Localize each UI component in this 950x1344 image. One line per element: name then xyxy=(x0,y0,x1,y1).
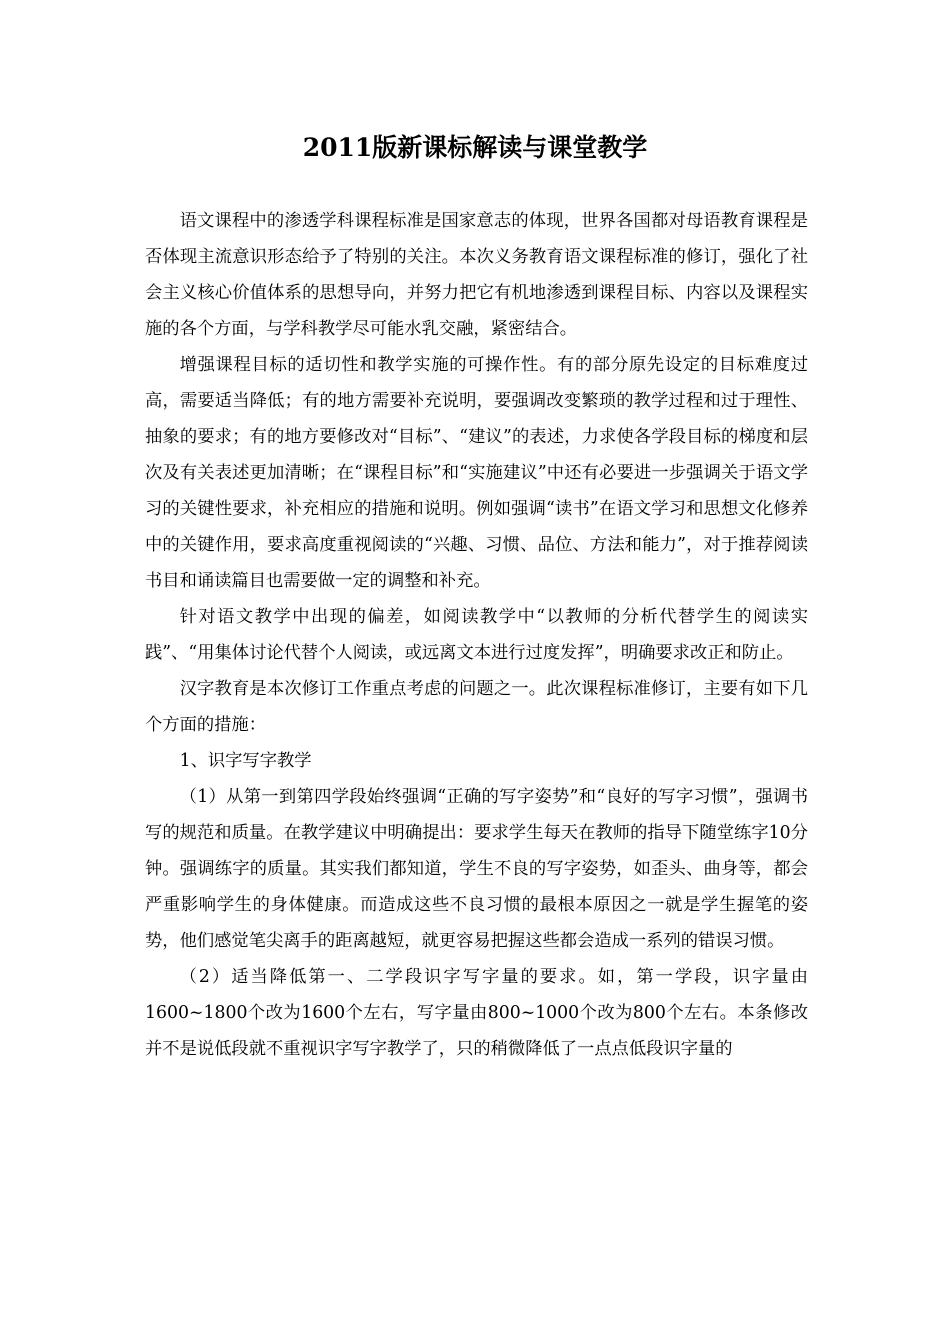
paragraph: （2）适当降低第一、二学段识字写字量的要求。如，第一学段，识字量由1600~1800个改为1600个左右，写字量由800~1000个改为800个左右。本条修改并不是说低段就不重视识字写字教学了，只的稍微降低了一点点低段识字量的 xyxy=(145,967,808,1059)
document-body xyxy=(145,203,808,1067)
document-title: 2011版新课标解读与课堂教学 xyxy=(302,133,648,162)
section-heading: 1、识字写字教学 xyxy=(179,751,312,771)
paragraph: 语文课程中的渗透学科课程标准是国家意志的体现，世界各国都对母语教育课程是否体现主流意识形态给予了特别的关注。本次义务教育语文课程标准的修订，强化了社会主义核心价值体系的思想导向，并努力把它有机地渗透到课程目标、内容以及课程实施的各个方面，与学科教学尽可能水乳交融，紧密结合。 xyxy=(145,211,808,339)
paragraph: 针对语文教学中出现的偏差，如阅读教学中“以教师的分析代替学生的阅读实践”、“用集体讨论代替个人阅读，或远离文本进行过度发挥”，明确要求改正和防止。 xyxy=(145,607,808,663)
paragraph: 增强课程目标的适切性和教学实施的可操作性。有的部分原先设定的目标难度过高，需要适当降低；有的地方需要补充说明，要强调改变繁琐的教学过程和过于理性、抽象的要求；有的地方要修改对“目标”、“建议”的表述，力求使各学段目标的梯度和层次及有关表述更加清晰；在“课程目标”和“实施建议”中还有必要进一步强调关于语文学习的关键性要求，补充相应的措施和说明。例如强调“读书”在语文学习和思想文化修养中的关键作用，要求高度重视阅读的“兴趣、习惯、品位、方法和能力”，对于推荐阅读书目和诵读篇目也需要做一定的调整和补充。 xyxy=(145,355,808,591)
paragraph: 汉字教育是本次修订工作重点考虑的问题之一。此次课程标准修订，主要有如下几个方面的措施： xyxy=(145,679,808,735)
paragraph: （1）从第一到第四学段始终强调“正确的写字姿势”和“良好的写字习惯”，强调书写的规范和质量。在教学建议中明确提出：要求学生每天在教师的指导下随堂练字10分钟。强调练字的质量。其实我们都知道，学生不良的写字姿势，如歪头、曲身等，都会严重影响学生的身体健康。而造成这些不良习惯的最根本原因之一就是学生握笔的姿势，他们感觉笔尖离手的距离越短，就更容易把握这些都会造成一系列的错误习惯。 xyxy=(145,787,808,951)
